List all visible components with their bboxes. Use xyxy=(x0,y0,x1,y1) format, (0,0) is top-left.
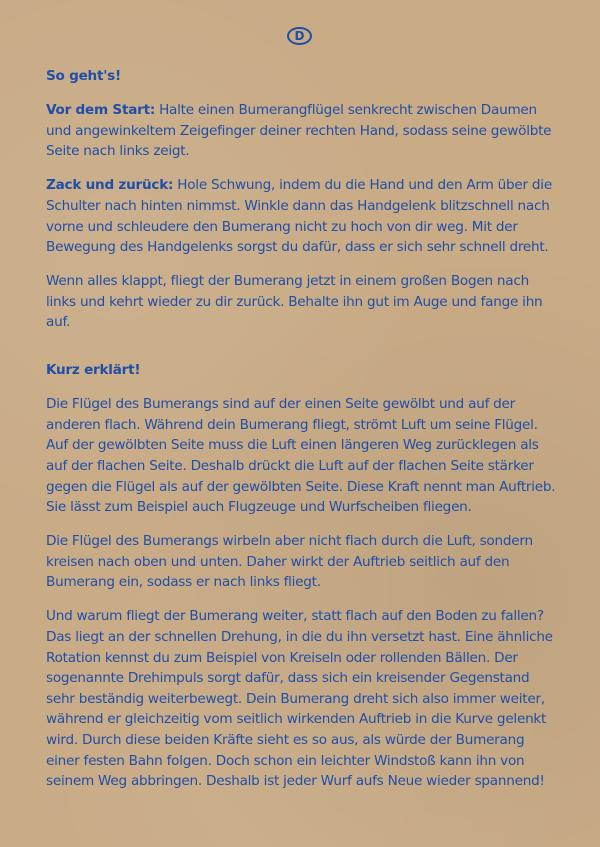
language-badge-letter: D xyxy=(294,29,305,43)
paragraph-rotation: Die Flügel des Bumerangs wirbeln aber nicht flach durch die Luft, sondern kreisen nach oben und unten. Daher wirkt der Auftrieb seitlich auf den Bumerang ein, sodass er nach links fliegt. xyxy=(46,533,533,591)
paragraph-angular-momentum: Und warum fliegt der Bumerang weiter, statt flach auf den Boden zu fallen? Das liegt an der schnellen Drehung, in die du ihn versetzt hast. Eine ähnliche Rotation kennst du zum Beispiel von Kreiseln oder rollenden Bällen. Der sogenannte Drehimpuls sorgt dafür, dass sich ein kreisender Gegenstand sehr beständig weiterbewegt. Dein Bumerang dreht sich also immer weiter, während er gleichzeitig vom seitlich wirkenden Auftrieb in die Kurve gelenkt wird. Durch diese beiden Kräfte sieht es so aus, als würde der Bumerang einer festen Bahn folgen. Doch schon ein leichter Windstoß kann ihn von seinem Weg abbringen. Deshalb ist jeder Wurf aufs Neue wieder spannend! xyxy=(46,608,553,790)
paragraph-lift: Die Flügel des Bumerangs sind auf der einen Seite gewölbt und auf der anderen flach. Während dein Bumerang fliegt, strömt Luft um seine Flügel. Auf der gewölbten Seite muss die Luft einen längeren Weg zurücklegen als auf der flachen Seite. Deshalb drückt die Luft auf der flachen Seite stärker gegen die Flügel als auf der gewölbten Seite. Diese Kraft nennt man Auftrieb. Sie lässt zum Beispiel auch Flugzeuge und Wurfscheiben fliegen. xyxy=(46,396,556,516)
paragraph-text-throw: Hole Schwung, indem du die Hand und den Arm über die Schulter nach hinten nimmst. Winkle dann das Handgelenk blitzschnell nach vorne und schleudere den Bumerang nicht zu hoch von dir weg. Mit der Bewegung des Handgelenks sorgst du dafür, dass er sich sehr schnell dreht. xyxy=(46,177,552,256)
paragraph-lead-throw: Zack und zurück: xyxy=(46,177,174,194)
paragraph-throw xyxy=(46,175,561,257)
paragraph-lead-before-start: Vor dem Start: xyxy=(46,102,155,119)
page-content xyxy=(46,66,561,805)
paragraph-before-start xyxy=(46,100,561,162)
section-heading-explained: Kurz erklärt! xyxy=(46,362,141,379)
language-badge xyxy=(287,27,312,45)
paragraph-return: Wenn alles klappt, fliegt der Bumerang jetzt in einem großen Bogen nach links und kehrt wieder zu dir zurück. Behalte ihn gut im Auge und fange ihn auf. xyxy=(46,273,543,331)
section-heading-how-to: So geht's! xyxy=(46,68,121,84)
paragraph-text-before-start: Halte einen Bumerangflügel senkrecht zwischen Daumen und angewinkeltem Zeigefinger deiner rechten Hand, sodass seine gewölbte Seite nach links zeigt. xyxy=(46,102,552,160)
